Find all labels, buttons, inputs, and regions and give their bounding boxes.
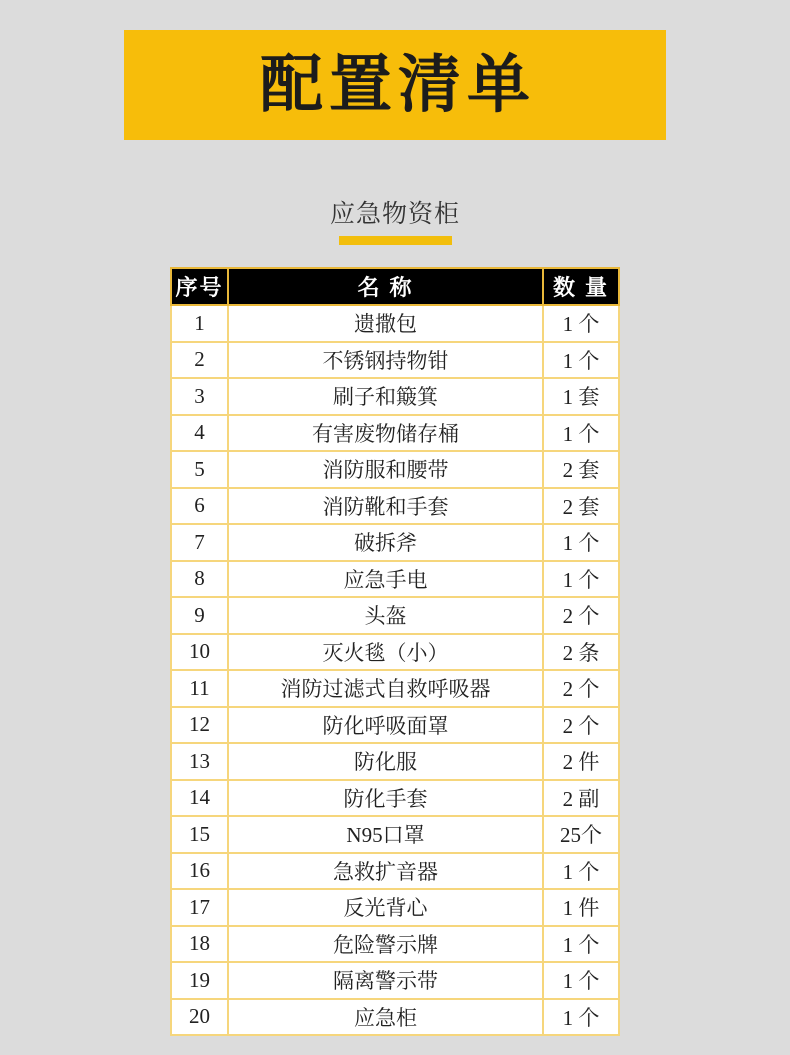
cell-name: 消防服和腰带 — [228, 451, 543, 488]
title-banner — [124, 30, 666, 140]
cell-qty: 1 个 — [543, 853, 619, 890]
table-row — [171, 926, 619, 963]
table-row — [171, 451, 619, 488]
table-header — [171, 268, 619, 305]
cell-name: 刷子和簸箕 — [228, 378, 543, 415]
cell-qty: 2 套 — [543, 451, 619, 488]
cell-name: 遗撒包 — [228, 305, 543, 342]
table-row — [171, 780, 619, 817]
table-row — [171, 853, 619, 890]
cell-qty: 1 件 — [543, 889, 619, 926]
cell-name: 危险警示牌 — [228, 926, 543, 963]
cell-no: 12 — [171, 707, 228, 744]
table-row — [171, 743, 619, 780]
cell-name: 防化呼吸面罩 — [228, 707, 543, 744]
section-subtitle: 应急物资柜 — [329, 200, 460, 228]
cell-qty: 2 副 — [543, 780, 619, 817]
cell-no: 3 — [171, 378, 228, 415]
cell-no: 16 — [171, 853, 228, 890]
cell-qty: 1 个 — [543, 342, 619, 379]
cell-name: 破拆斧 — [228, 524, 543, 561]
cell-name: 防化服 — [228, 743, 543, 780]
cell-qty: 2 件 — [543, 743, 619, 780]
cell-qty: 1 个 — [543, 561, 619, 598]
table-body — [171, 305, 619, 1035]
cell-no: 1 — [171, 305, 228, 342]
cell-name: N95口罩 — [228, 816, 543, 853]
header-cell-name: 名 称 — [228, 268, 543, 305]
cell-name: 不锈钢持物钳 — [228, 342, 543, 379]
cell-qty: 2 套 — [543, 488, 619, 525]
table-row — [171, 670, 619, 707]
cell-no: 17 — [171, 889, 228, 926]
table-row — [171, 707, 619, 744]
cell-no: 10 — [171, 634, 228, 671]
cell-no: 6 — [171, 488, 228, 525]
table-row — [171, 597, 619, 634]
table-row — [171, 415, 619, 452]
cell-qty: 2 个 — [543, 707, 619, 744]
cell-qty: 1 个 — [543, 962, 619, 999]
supplies-table — [170, 267, 620, 1036]
cell-no: 15 — [171, 816, 228, 853]
page-title: 配置清单 — [260, 49, 536, 120]
table-row — [171, 816, 619, 853]
table-row — [171, 889, 619, 926]
header-cell-qty: 数 量 — [543, 268, 619, 305]
cell-no: 5 — [171, 451, 228, 488]
cell-qty: 2 个 — [543, 670, 619, 707]
cell-name: 头盔 — [228, 597, 543, 634]
cell-qty: 2 个 — [543, 597, 619, 634]
cell-qty: 1 个 — [543, 999, 619, 1036]
cell-name: 防化手套 — [228, 780, 543, 817]
cell-name: 应急柜 — [228, 999, 543, 1036]
cell-name: 消防过滤式自救呼吸器 — [228, 670, 543, 707]
cell-no: 13 — [171, 743, 228, 780]
cell-no: 14 — [171, 780, 228, 817]
table-row — [171, 305, 619, 342]
header-cell-no: 序号 — [171, 268, 228, 305]
cell-no: 9 — [171, 597, 228, 634]
table-row — [171, 378, 619, 415]
cell-qty: 2 条 — [543, 634, 619, 671]
cell-no: 19 — [171, 962, 228, 999]
cell-no: 8 — [171, 561, 228, 598]
cell-no: 4 — [171, 415, 228, 452]
cell-no: 2 — [171, 342, 228, 379]
cell-no: 7 — [171, 524, 228, 561]
table-row — [171, 342, 619, 379]
cell-qty: 1 套 — [543, 378, 619, 415]
table-row — [171, 488, 619, 525]
table-row — [171, 524, 619, 561]
cell-name: 应急手电 — [228, 561, 543, 598]
table-row — [171, 962, 619, 999]
cell-qty: 1 个 — [543, 524, 619, 561]
cell-no: 20 — [171, 999, 228, 1036]
cell-name: 隔离警示带 — [228, 962, 543, 999]
cell-name: 灭火毯（小） — [228, 634, 543, 671]
subtitle-underline-bar — [339, 236, 452, 245]
cell-no: 11 — [171, 670, 228, 707]
cell-qty: 1 个 — [543, 415, 619, 452]
cell-qty: 1 个 — [543, 926, 619, 963]
table-header-row — [171, 268, 619, 305]
cell-name: 急救扩音器 — [228, 853, 543, 890]
table-row — [171, 561, 619, 598]
cell-qty: 25个 — [543, 816, 619, 853]
cell-name: 反光背心 — [228, 889, 543, 926]
cell-name: 有害废物储存桶 — [228, 415, 543, 452]
cell-no: 18 — [171, 926, 228, 963]
cell-qty: 1 个 — [543, 305, 619, 342]
table-row — [171, 999, 619, 1036]
table-row — [171, 634, 619, 671]
cell-name: 消防靴和手套 — [228, 488, 543, 525]
